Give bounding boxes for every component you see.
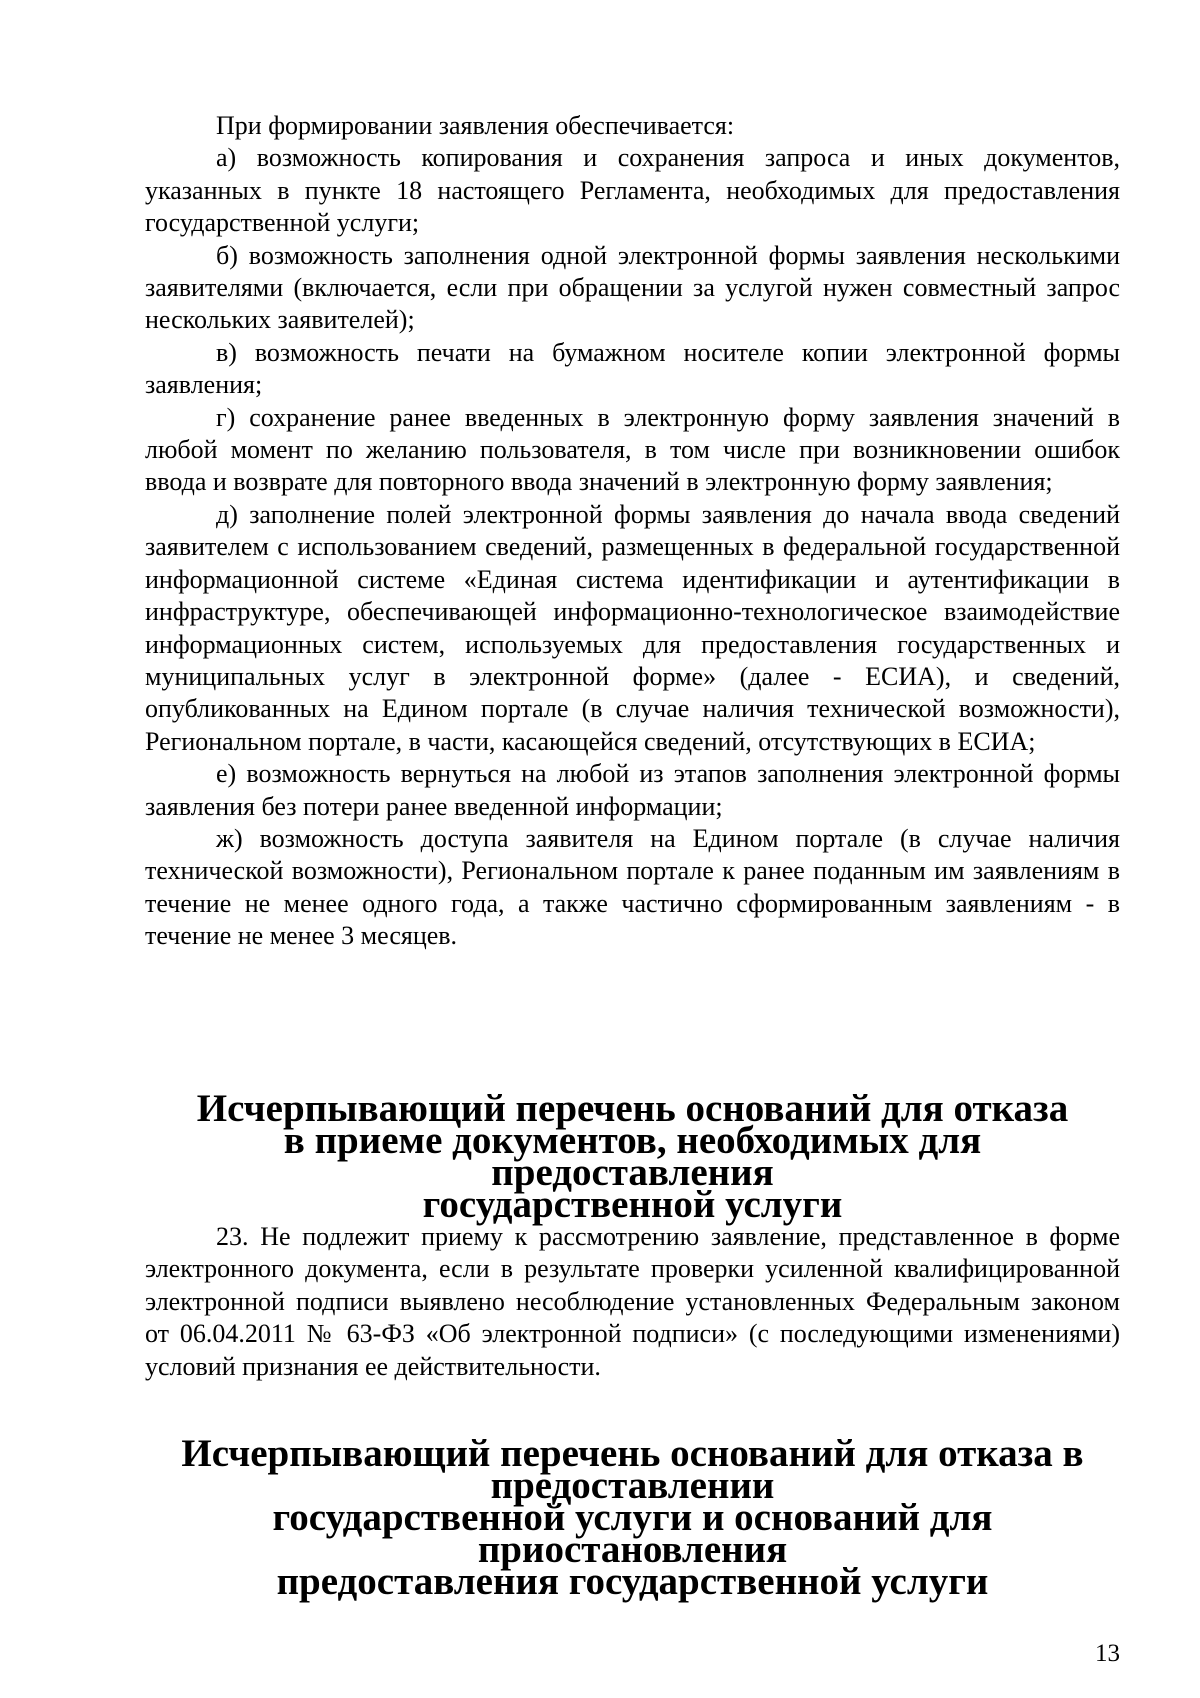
heading-line: государственной услуги и оснований для приостановления (272, 1496, 993, 1571)
section-heading-refusal-acceptance (145, 1087, 1120, 1226)
list-item: б) возможность заполнения одной электронной формы заявления несколькими заявителями (включается, если при обращении за услугой нужен совместный запрос нескольких заявителей); (145, 240, 1120, 335)
heading-line: в приеме документов, необходимых для предоставления (283, 1119, 982, 1194)
page-number: 13 (1095, 1640, 1120, 1667)
section-heading-refusal-service (145, 1432, 1120, 1603)
list-item: ж) возможность доступа заявителя на Едином портале (в случае наличия технической возможности), Региональном портале к ранее поданным им заявлениям в течение не менее одного года, а также частично сформированным заявлениям - в течение не менее 3 месяцев. (145, 823, 1120, 951)
list-item: е) возможность вернуться на любой из этапов заполнения электронной формы заявления без потери ранее введенной информации; (145, 759, 1120, 821)
list-item: г) сохранение ранее введенных в электронную форму заявления значений в любой момент по желанию пользователя, в том числе при возникновении ошибок ввода и возврате для повторного ввода значений в электронную форму заявления; (145, 402, 1120, 497)
heading-line: Исчерпывающий перечень оснований для отказа (196, 1087, 1069, 1130)
heading-line: предоставления государственной услуги (276, 1560, 989, 1603)
list-item: а) возможность копирования и сохранения запроса и иных документов, указанных в пункте 18 настоящего Регламента, необходимых для предоставления государственной услуги; (145, 143, 1120, 238)
heading-line: Исчерпывающий перечень оснований для отказа в предоставлении (181, 1432, 1084, 1507)
heading-line: государственной услуги (422, 1183, 843, 1226)
intro-paragraph: При формировании заявления обеспечивается: (216, 111, 735, 140)
requirements-list (145, 110, 1120, 953)
paragraph-23-text: 23. Не подлежит приему к рассмотрению заявление, представленное в форме электронного документа, если в результате проверки усиленной квалифицированной электронной подписи выявлено несоблюдение установленных Федеральным законом от 06.04.2011 № 63-ФЗ «Об электронной подписи» (с последующими изменениями) условий признания ее действительности. (145, 1222, 1120, 1381)
list-item: в) возможность печати на бумажном носителе копии электронной формы заявления; (145, 337, 1120, 400)
paragraph-23 (145, 1221, 1120, 1383)
list-item: д) заполнение полей электронной формы заявления до начала ввода сведений заявителем с использованием сведений, размещенных в федеральной государственной информационной системе «Единая система идентификации и аутентификации в инфраструктуре, обеспечивающей информационно-технологическое взаимодействие информационных систем, используемых для предоставления государственных и муниципальных услуг в электронной форме» (далее - ЕСИА), и сведений, опубликованных на Едином портале (в случае наличия технической возможности), Региональном портале, в части, касающейся сведений, отсутствующих в ЕСИА; (145, 499, 1120, 756)
